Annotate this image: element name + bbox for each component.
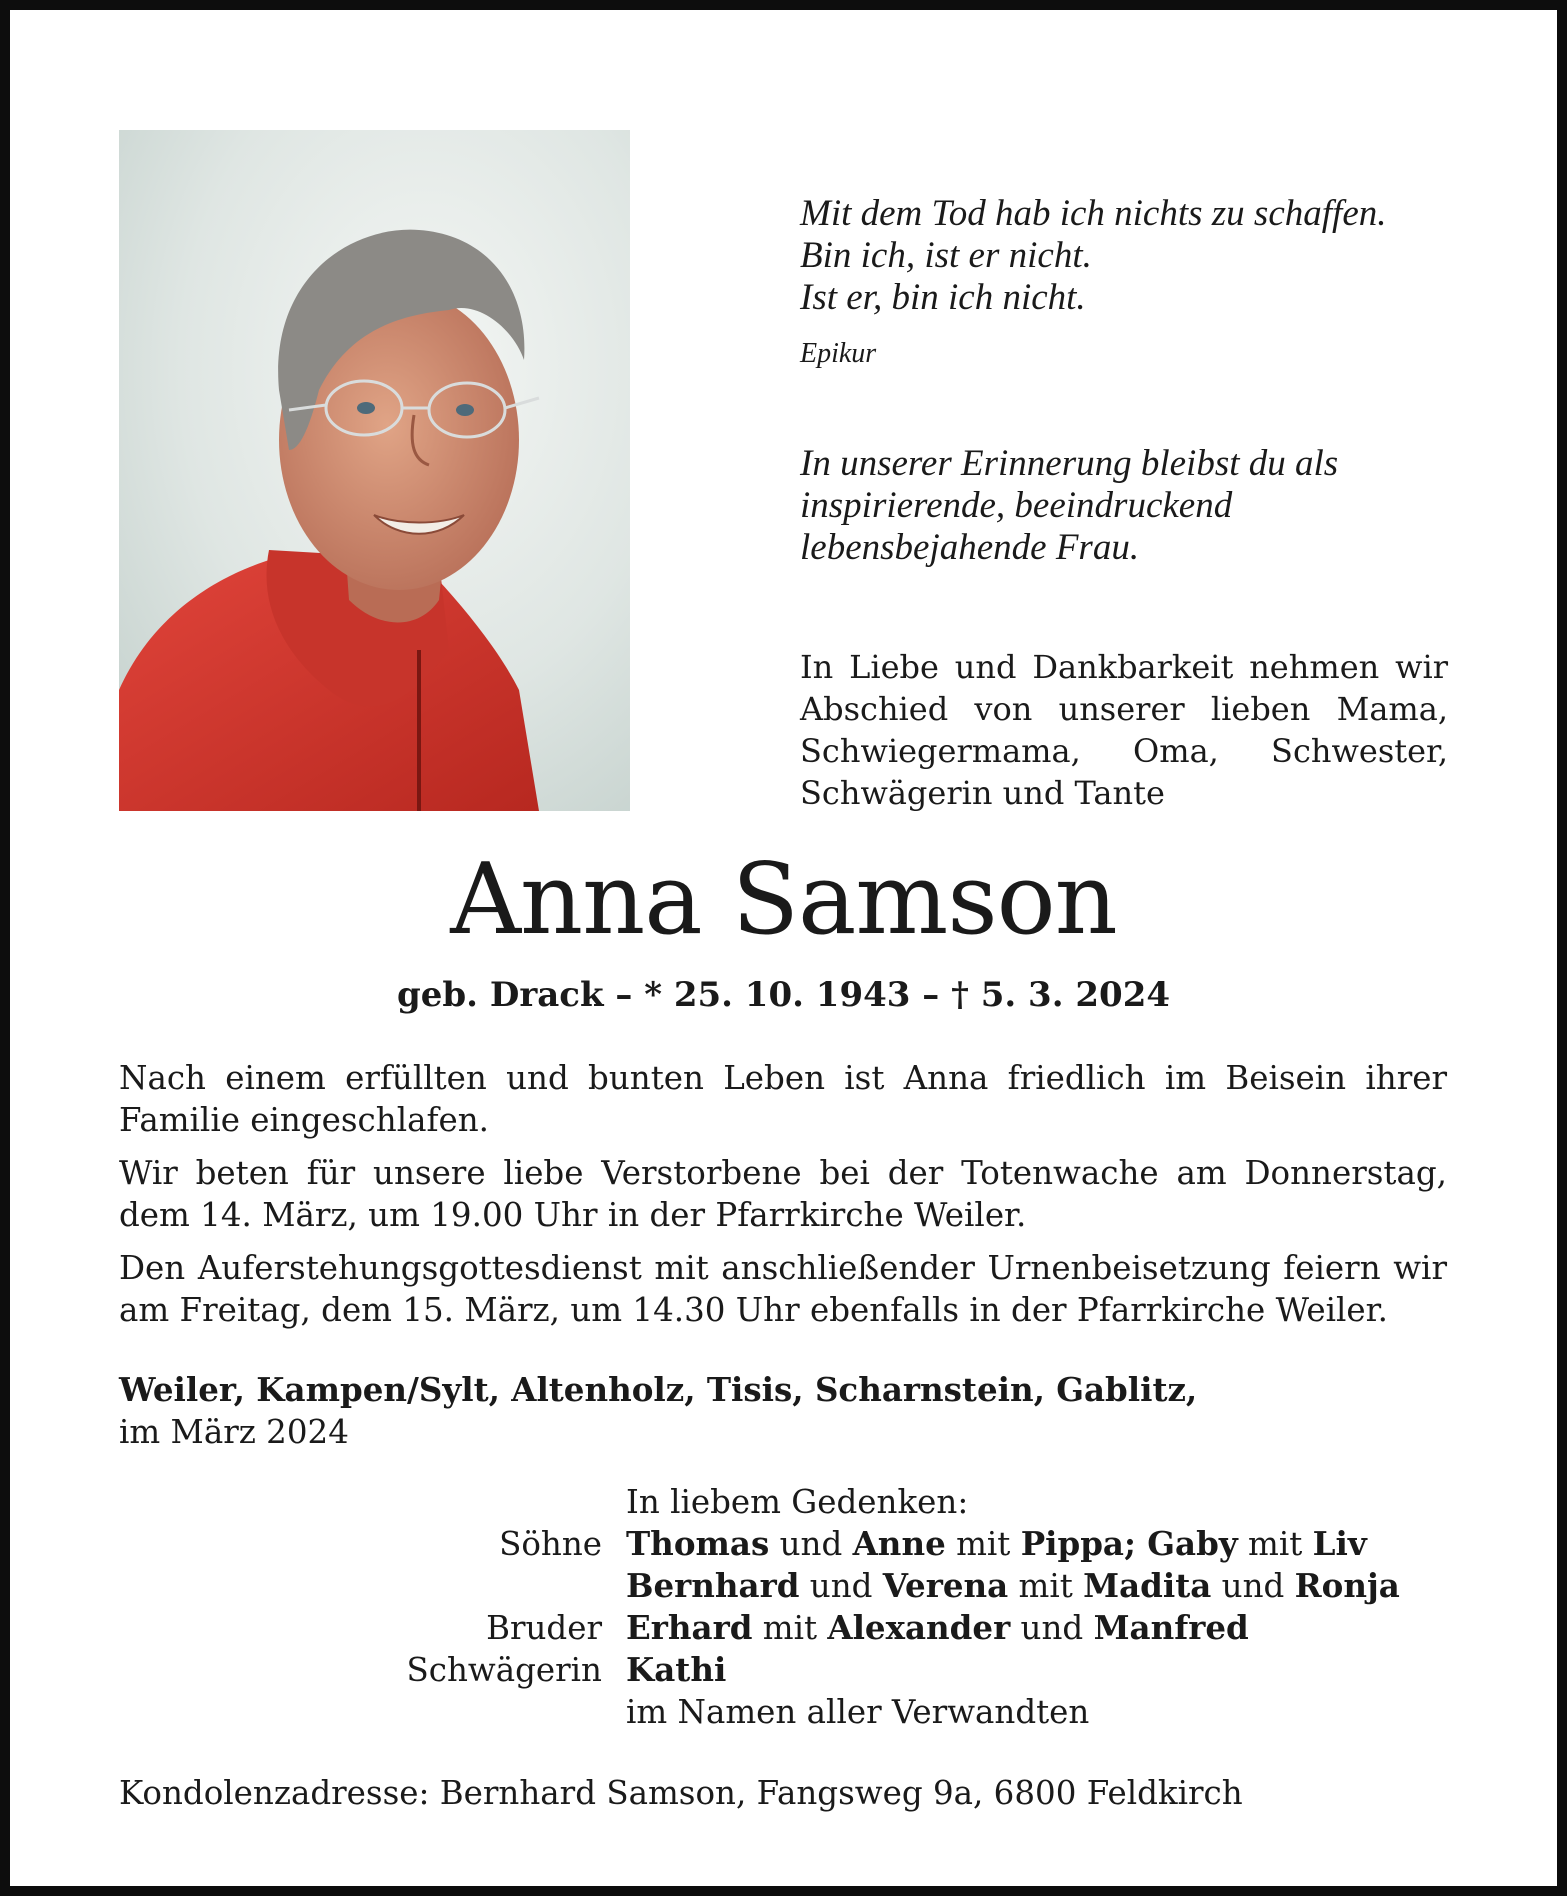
role-label: Söhne bbox=[499, 1525, 602, 1563]
towns: Weiler, Kampen/Sylt, Altenholz, Tisis, Scharnstein, Gablitz, bbox=[119, 1370, 1198, 1409]
mourners-intro-row bbox=[120, 1481, 1450, 1523]
deceased-name: Anna Samson bbox=[450, 843, 1117, 957]
quote-line: Mit dem Tod hab ich nichts zu schaffen. bbox=[800, 193, 1387, 234]
quote-author: Epikur bbox=[800, 338, 877, 369]
paragraph: Wir beten für unsere liebe Verstorbene bei der Totenwache am Donnerstag, dem 14. März, um 19.00 Uhr in der Pfarrkirche Weiler. bbox=[119, 1154, 1447, 1234]
mourners-list bbox=[120, 1481, 1450, 1733]
brother-names: Erhard mit Alexander und Manfred bbox=[626, 1608, 1249, 1647]
memory-line: lebensbejahende Frau. bbox=[800, 527, 1140, 568]
sons-names-2: Bernhard und Verena mit Madita und Ronja bbox=[626, 1566, 1400, 1605]
closing-row bbox=[120, 1691, 1450, 1733]
paragraph: Den Auferstehungsgottesdienst mit anschließender Urnenbeisetzung feiern wir am Freitag, dem 15. März, um 14.30 Uhr ebenfalls in der Pfarrkirche Weiler. bbox=[119, 1249, 1447, 1329]
sons-names-1: Thomas und Anne mit Pippa; Gaby mit Liv bbox=[626, 1524, 1367, 1563]
portrait-photo bbox=[119, 130, 630, 811]
sons-row-2 bbox=[120, 1565, 1450, 1607]
birth-death-dates: geb. Drack – * 25. 10. 1943 – † 5. 3. 2024 bbox=[396, 975, 1171, 1015]
places-and-date bbox=[119, 1369, 1449, 1453]
sons-row bbox=[120, 1523, 1450, 1565]
quote-line: Ist er, bin ich nicht. bbox=[800, 277, 1086, 318]
paragraph: Nach einem erfüllten und bunten Leben ist Anna friedlich im Beisein ihrer Familie eingeschlafen. bbox=[119, 1059, 1447, 1139]
sister-in-law-row bbox=[120, 1649, 1450, 1691]
farewell-text: In Liebe und Dankbarkeit nehmen wir Abschied von unserer lieben Mama, Schwiegermama, Oma, Schwester, Schwägerin und Tante bbox=[800, 648, 1448, 812]
memory-line: In unserer Erinnerung bleibst du als bbox=[800, 443, 1339, 484]
role-label: Bruder bbox=[486, 1609, 602, 1647]
memory-line: inspirierende, beeindruckend bbox=[800, 485, 1233, 526]
announcement-body bbox=[119, 1057, 1447, 1342]
role-label: Schwägerin bbox=[406, 1651, 602, 1689]
quote-line: Bin ich, ist er nicht. bbox=[800, 235, 1092, 276]
sister-in-law-name: Kathi bbox=[626, 1650, 727, 1689]
brother-row bbox=[120, 1607, 1450, 1649]
mourners-intro: In liebem Gedenken: bbox=[626, 1483, 969, 1521]
epikur-quote bbox=[800, 193, 1450, 319]
condolence-address: Kondolenzadresse: Bernhard Samson, Fangsweg 9a, 6800 Feldkirch bbox=[119, 1774, 1243, 1812]
announcement-date: im März 2024 bbox=[119, 1413, 349, 1451]
mourners-closing: im Namen aller Verwandten bbox=[626, 1693, 1090, 1731]
memory-text bbox=[800, 443, 1450, 569]
